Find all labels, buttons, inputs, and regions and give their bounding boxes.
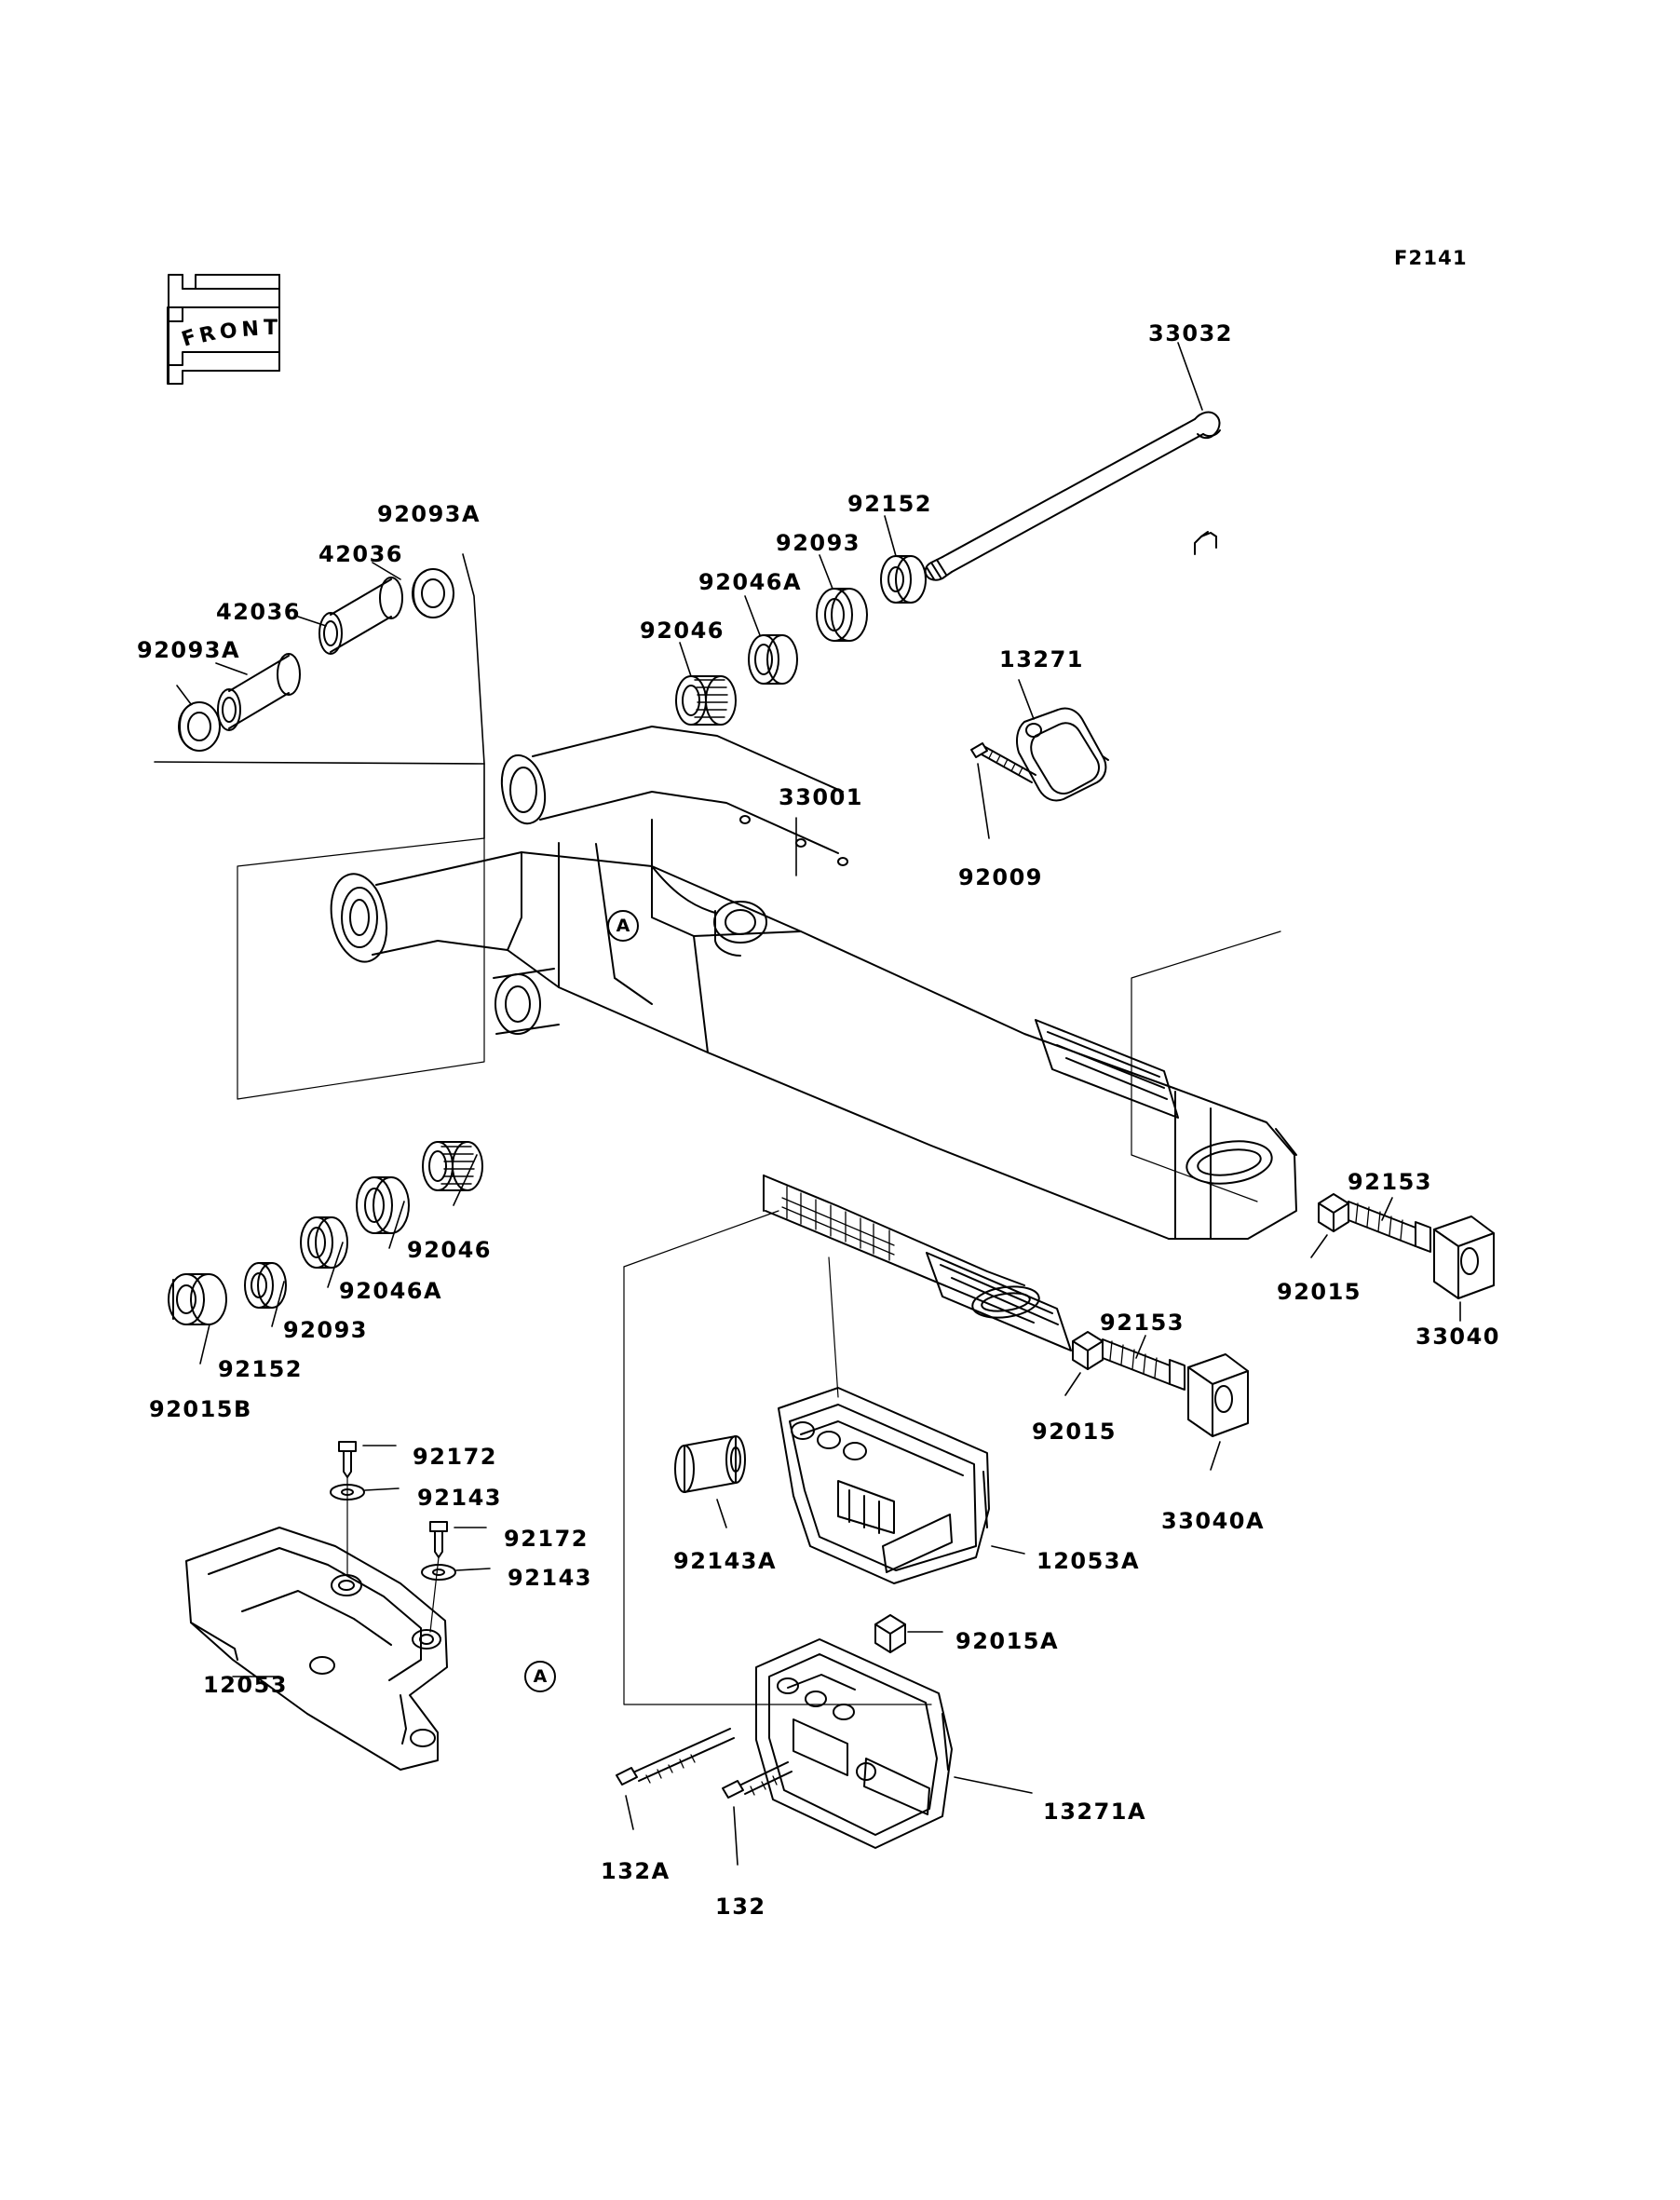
part-12053-chain-slider <box>186 1528 447 1770</box>
label-92143-bottom: 92143 <box>508 1565 592 1591</box>
svg-text:R: R <box>196 321 218 348</box>
label-12053: 12053 <box>203 1672 288 1698</box>
svg-text:F: F <box>179 325 200 352</box>
label-33032: 33032 <box>1148 320 1233 346</box>
label-92046A-left: 92046A <box>339 1278 443 1304</box>
part-92152-collar-left <box>245 1263 286 1308</box>
label-92172-top: 92172 <box>413 1444 497 1470</box>
label-92046-top: 92046 <box>640 618 725 644</box>
callout-a-lower: A <box>524 1661 556 1692</box>
label-92143A: 92143A <box>673 1548 778 1574</box>
sheet-code: F2141 <box>1394 247 1468 269</box>
callout-a-upper: A <box>607 910 639 942</box>
part-92046A-seal-top <box>749 635 797 684</box>
label-33040: 33040 <box>1416 1324 1500 1350</box>
label-92143-top: 92143 <box>417 1485 502 1511</box>
label-92093A-top: 92093A <box>377 501 481 527</box>
part-92046-needle-bearing-left <box>423 1142 482 1190</box>
part-92153-bolt-right <box>1348 1202 1430 1252</box>
part-92152-collar-top <box>881 556 926 603</box>
part-92093-seal-left <box>301 1217 347 1268</box>
label-92046A-top: 92046A <box>698 569 803 595</box>
label-92015-mid: 92015 <box>1032 1419 1117 1445</box>
label-92009: 92009 <box>958 864 1043 890</box>
label-92015-right: 92015 <box>1277 1279 1362 1305</box>
part-33032-pivot-shaft <box>926 413 1220 580</box>
label-132A: 132A <box>601 1858 671 1884</box>
part-92153-bolt-mid <box>1103 1339 1185 1390</box>
label-92093A-left: 92093A <box>137 637 241 663</box>
label-92152-left: 92152 <box>218 1356 303 1382</box>
part-92143A-collar <box>675 1436 745 1492</box>
part-92015-nut-right <box>1319 1194 1348 1231</box>
part-92172-bolt-top <box>339 1442 356 1477</box>
svg-text:N: N <box>240 317 260 342</box>
label-92093-left: 92093 <box>283 1317 368 1343</box>
label-33040A: 33040A <box>1161 1508 1266 1534</box>
svg-text:O: O <box>218 319 239 345</box>
label-92046-left: 92046 <box>407 1237 492 1263</box>
part-13271A-chain-guard <box>756 1639 952 1848</box>
part-33040-adjuster-block <box>1434 1216 1494 1298</box>
label-13271: 13271 <box>999 646 1084 672</box>
label-92015B: 92015B <box>149 1396 252 1422</box>
label-12053A: 12053A <box>1036 1548 1141 1574</box>
part-33040A-adjuster-block <box>1188 1354 1248 1436</box>
part-132A-bolt <box>616 1729 734 1785</box>
label-92015A: 92015A <box>955 1628 1060 1654</box>
svg-text:T: T <box>264 317 278 340</box>
label-42036-left: 42036 <box>216 599 301 625</box>
part-13271-guide <box>1017 708 1108 800</box>
part-92046-needle-bearing-top <box>676 676 736 725</box>
part-92172-bolt-bottom <box>430 1522 447 1557</box>
part-92015-nut-mid <box>1073 1332 1103 1369</box>
part-92143-washer-bottom <box>422 1565 455 1580</box>
part-92015B-nut <box>169 1274 226 1324</box>
part-12053A-chain-guide <box>779 1388 989 1583</box>
label-92153-mid: 92153 <box>1100 1310 1185 1336</box>
label-42036-top: 42036 <box>318 541 403 567</box>
label-132: 132 <box>715 1894 766 1920</box>
part-92093-seal-top <box>817 589 867 641</box>
label-92152-top: 92152 <box>847 491 932 517</box>
label-92172-bottom: 92172 <box>504 1526 589 1552</box>
label-92093-top: 92093 <box>776 530 860 556</box>
part-92015A-nut <box>875 1615 905 1652</box>
part-92046A-seal-left <box>357 1177 409 1233</box>
part-92009-screw <box>971 743 1036 782</box>
label-13271A: 13271A <box>1043 1799 1147 1825</box>
label-92153-right: 92153 <box>1348 1169 1432 1195</box>
label-33001: 33001 <box>779 784 863 810</box>
